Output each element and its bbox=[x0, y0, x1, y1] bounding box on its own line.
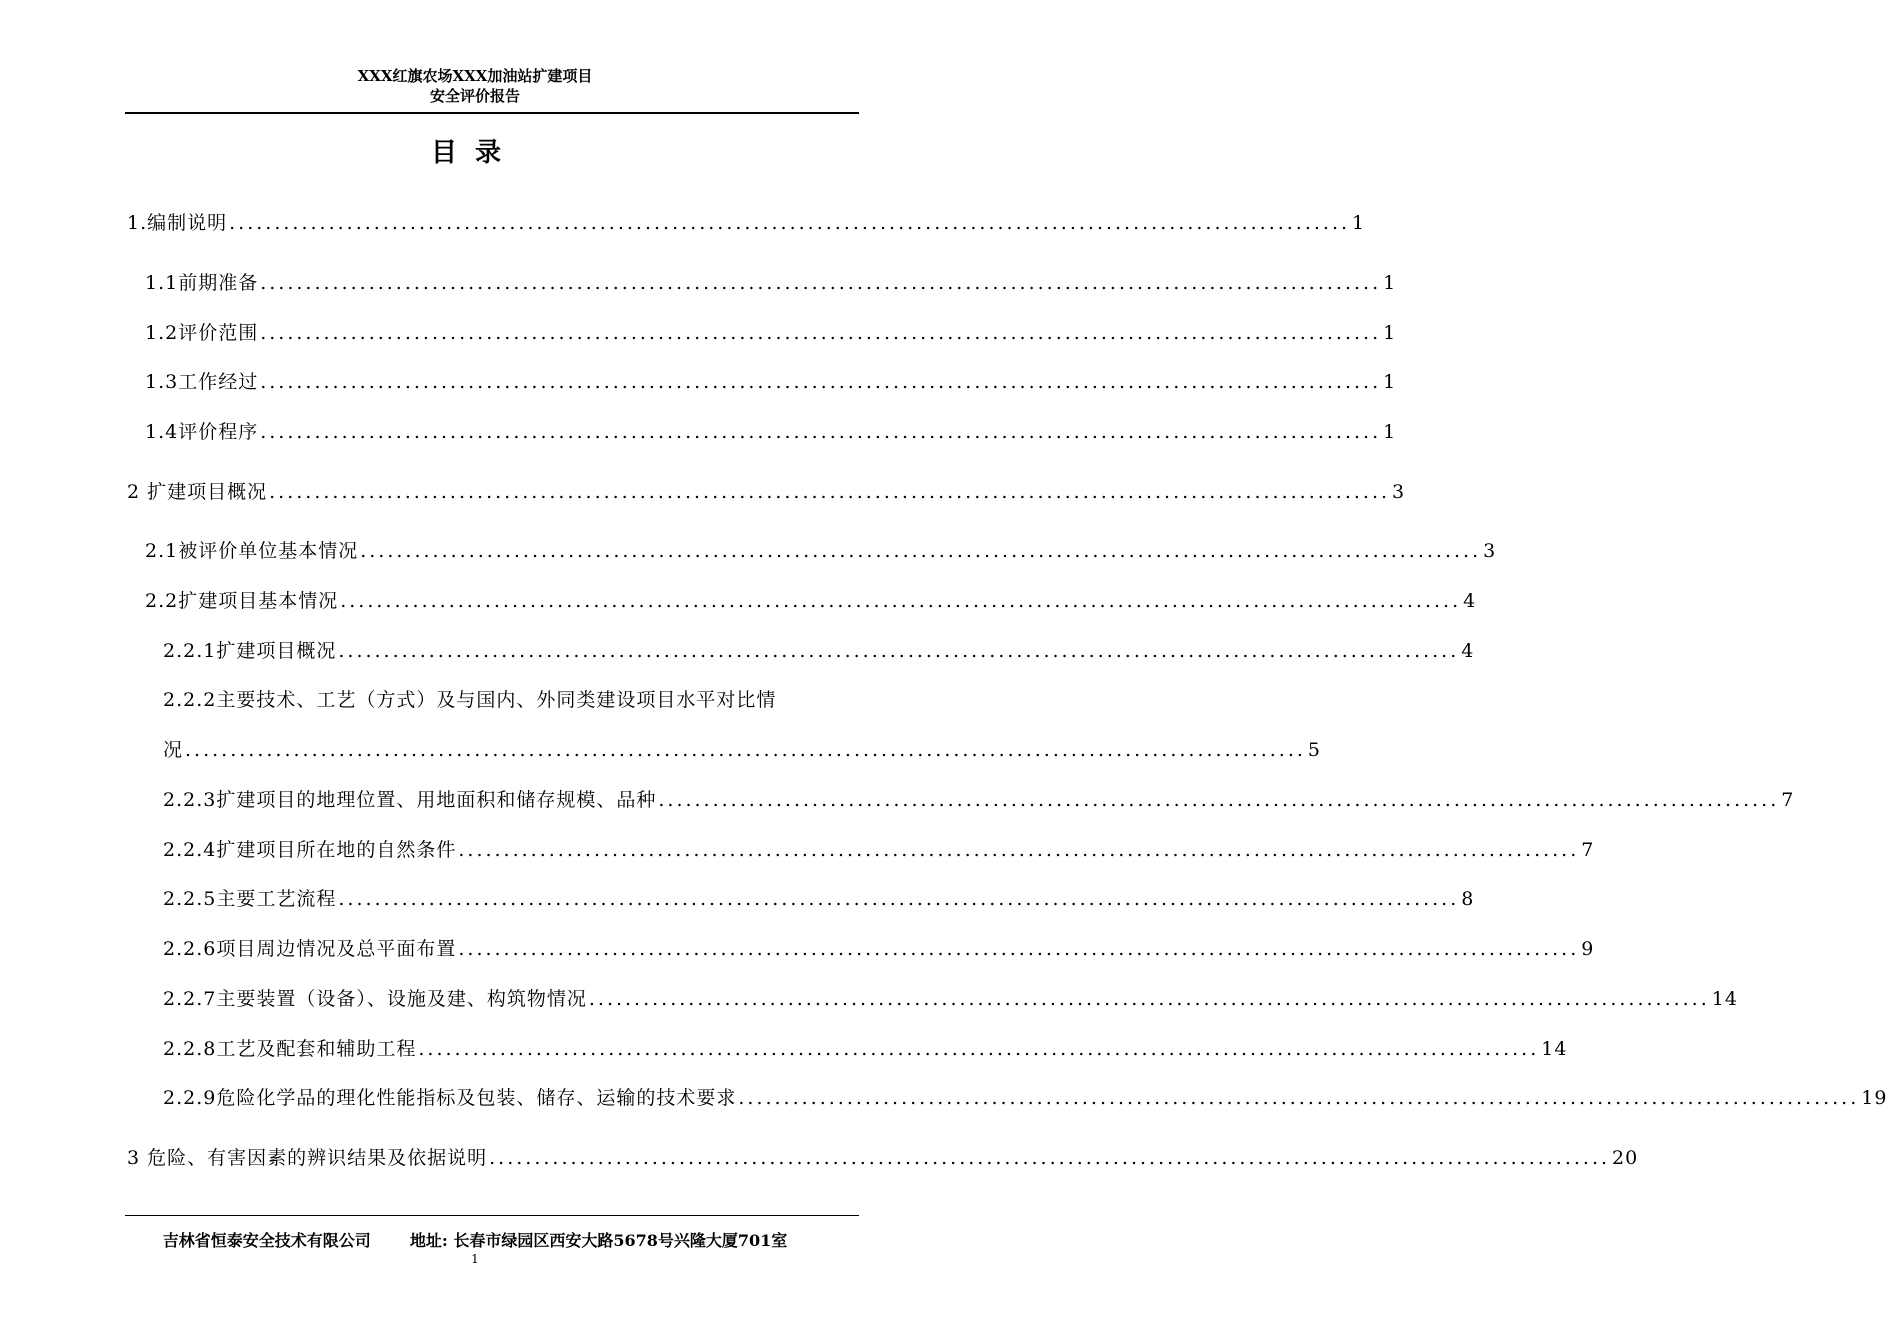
toc-entry[interactable] bbox=[163, 936, 1595, 962]
toc-entry[interactable] bbox=[127, 479, 1406, 505]
toc-entry-label: 1.2评价范围 bbox=[145, 322, 259, 344]
toc-entry-page: 14 bbox=[1711, 988, 1738, 1010]
toc-entry[interactable] bbox=[163, 737, 1322, 763]
toc-entry-label: 2 扩建项目概况 bbox=[127, 481, 268, 503]
toc-entry-page: 1 bbox=[1383, 371, 1397, 393]
toc-entry-page: 8 bbox=[1461, 888, 1475, 910]
toc-entry-label: 2.2.9危险化学品的理化性能指标及包装、储存、运输的技术要求 bbox=[163, 1087, 737, 1109]
toc-entry[interactable] bbox=[145, 369, 1397, 395]
toc-entry-page: 19 bbox=[1861, 1087, 1887, 1109]
toc-entry[interactable] bbox=[145, 538, 1497, 564]
toc-entry[interactable] bbox=[163, 837, 1595, 863]
toc-leader: ............................................................................................................................ bbox=[738, 1087, 1860, 1109]
header-divider bbox=[125, 112, 859, 114]
toc-entry-page: 4 bbox=[1463, 590, 1477, 612]
toc-entry-label: 1.1前期准备 bbox=[145, 272, 259, 294]
toc-entry[interactable] bbox=[163, 787, 1795, 813]
toc-leader: ............................................................................................................................ bbox=[260, 272, 1382, 294]
document-footer bbox=[0, 1228, 950, 1251]
toc-entry[interactable] bbox=[163, 1085, 1887, 1111]
toc-entry-label: 2.2.7主要装置（设备）、设施及建、构筑物情况 bbox=[163, 988, 587, 1010]
toc-entry-label: 1.4评价程序 bbox=[145, 421, 259, 443]
toc-entry-page: 3 bbox=[1483, 540, 1497, 562]
toc-leader: ............................................................................................................................ bbox=[260, 421, 1382, 443]
toc-entry[interactable] bbox=[145, 419, 1397, 445]
header-report-title: 安全评价报告 bbox=[429, 87, 520, 105]
toc-leader: ............................................................................................................................ bbox=[260, 371, 1382, 393]
toc-leader: ............................................................................................................................ bbox=[229, 212, 1351, 234]
toc-entry-page: 3 bbox=[1392, 481, 1406, 503]
header-project-title: XXX红旗农场XXX加油站扩建项目 bbox=[357, 67, 593, 85]
toc-entry-page: 7 bbox=[1581, 839, 1595, 861]
toc-entry-label: 2.2.4扩建项目所在地的自然条件 bbox=[163, 839, 457, 861]
toc-leader: ............................................................................................................................ bbox=[458, 938, 1580, 960]
toc-entry-label: 2.2.8工艺及配套和辅助工程 bbox=[163, 1038, 417, 1060]
toc-entry-page: 20 bbox=[1612, 1147, 1639, 1169]
toc-entry[interactable] bbox=[163, 886, 1475, 912]
toc-entry[interactable] bbox=[145, 588, 1477, 614]
toc-entry-label: 3 危险、有害因素的辨识结果及依据说明 bbox=[127, 1147, 488, 1169]
toc-leader: ............................................................................................................................ bbox=[185, 739, 1306, 761]
toc-entry-page: 4 bbox=[1461, 640, 1475, 662]
toc-entry-label: 况 bbox=[163, 739, 184, 761]
toc-entry-page: 9 bbox=[1581, 938, 1595, 960]
toc-entry-label: 1.编制说明 bbox=[127, 212, 228, 234]
toc-leader: ............................................................................................................................ bbox=[489, 1147, 1611, 1169]
toc-entry[interactable] bbox=[163, 1036, 1568, 1062]
toc-entry[interactable] bbox=[163, 638, 1475, 664]
toc-leader: ............................................................................................................................ bbox=[340, 590, 1462, 612]
toc-leader: ............................................................................................................................ bbox=[588, 988, 1710, 1010]
toc-entry-page: 1 bbox=[1383, 421, 1397, 443]
toc-entry-page: 5 bbox=[1307, 739, 1322, 761]
footer-divider bbox=[125, 1215, 859, 1216]
toc-entry-first-line[interactable] bbox=[163, 687, 858, 713]
toc-leader: ............................................................................................................................ bbox=[338, 888, 1460, 910]
toc-entry-label: 2.1被评价单位基本情况 bbox=[145, 540, 359, 562]
toc-entry[interactable] bbox=[127, 210, 1366, 236]
toc-title: 目录 bbox=[430, 138, 519, 168]
toc-entry-page: 14 bbox=[1541, 1038, 1568, 1060]
toc-entry[interactable] bbox=[145, 270, 1397, 296]
toc-leader: ............................................................................................................................ bbox=[338, 640, 1460, 662]
toc-entry-page: 1 bbox=[1383, 272, 1397, 294]
toc-leader: ............................................................................................................................ bbox=[458, 839, 1580, 861]
toc-leader: ............................................................................................................................ bbox=[418, 1038, 1540, 1060]
document-header bbox=[0, 66, 950, 106]
toc-entry[interactable] bbox=[127, 1145, 1639, 1171]
toc-entry[interactable] bbox=[145, 320, 1397, 346]
toc-entry-label: 2.2.5主要工艺流程 bbox=[163, 888, 337, 910]
toc-entry[interactable] bbox=[163, 986, 1738, 1012]
toc-entry-page: 7 bbox=[1781, 789, 1795, 811]
toc-entry-label: 2.2.3扩建项目的地理位置、用地面积和储存规模、品种 bbox=[163, 789, 657, 811]
toc-leader: ............................................................................................................................ bbox=[269, 481, 1391, 503]
toc-entry-label: 2.2扩建项目基本情况 bbox=[145, 590, 339, 612]
toc-leader: ............................................................................................................................ bbox=[360, 540, 1482, 562]
toc-entry-label: 2.2.1扩建项目概况 bbox=[163, 640, 337, 662]
toc-entry-label: 2.2.2主要技术、工艺（方式）及与国内、外同类建设项目水平对比情 bbox=[163, 689, 777, 711]
toc-entry-label: 1.3工作经过 bbox=[145, 371, 259, 393]
toc-entry-page: 1 bbox=[1352, 212, 1366, 234]
toc-entry-page: 1 bbox=[1383, 322, 1397, 344]
footer-company: 吉林省恒泰安全技术有限公司 bbox=[162, 1231, 371, 1250]
toc-leader: ............................................................................................................................ bbox=[260, 322, 1382, 344]
toc-leader: ............................................................................................................................ bbox=[658, 789, 1780, 811]
footer-address: 地址: 长春市绿园区西安大路5678号兴隆大厦701室 bbox=[409, 1231, 788, 1250]
page-number: 1 bbox=[471, 1252, 479, 1266]
toc-entry-label: 2.2.6项目周边情况及总平面布置 bbox=[163, 938, 457, 960]
